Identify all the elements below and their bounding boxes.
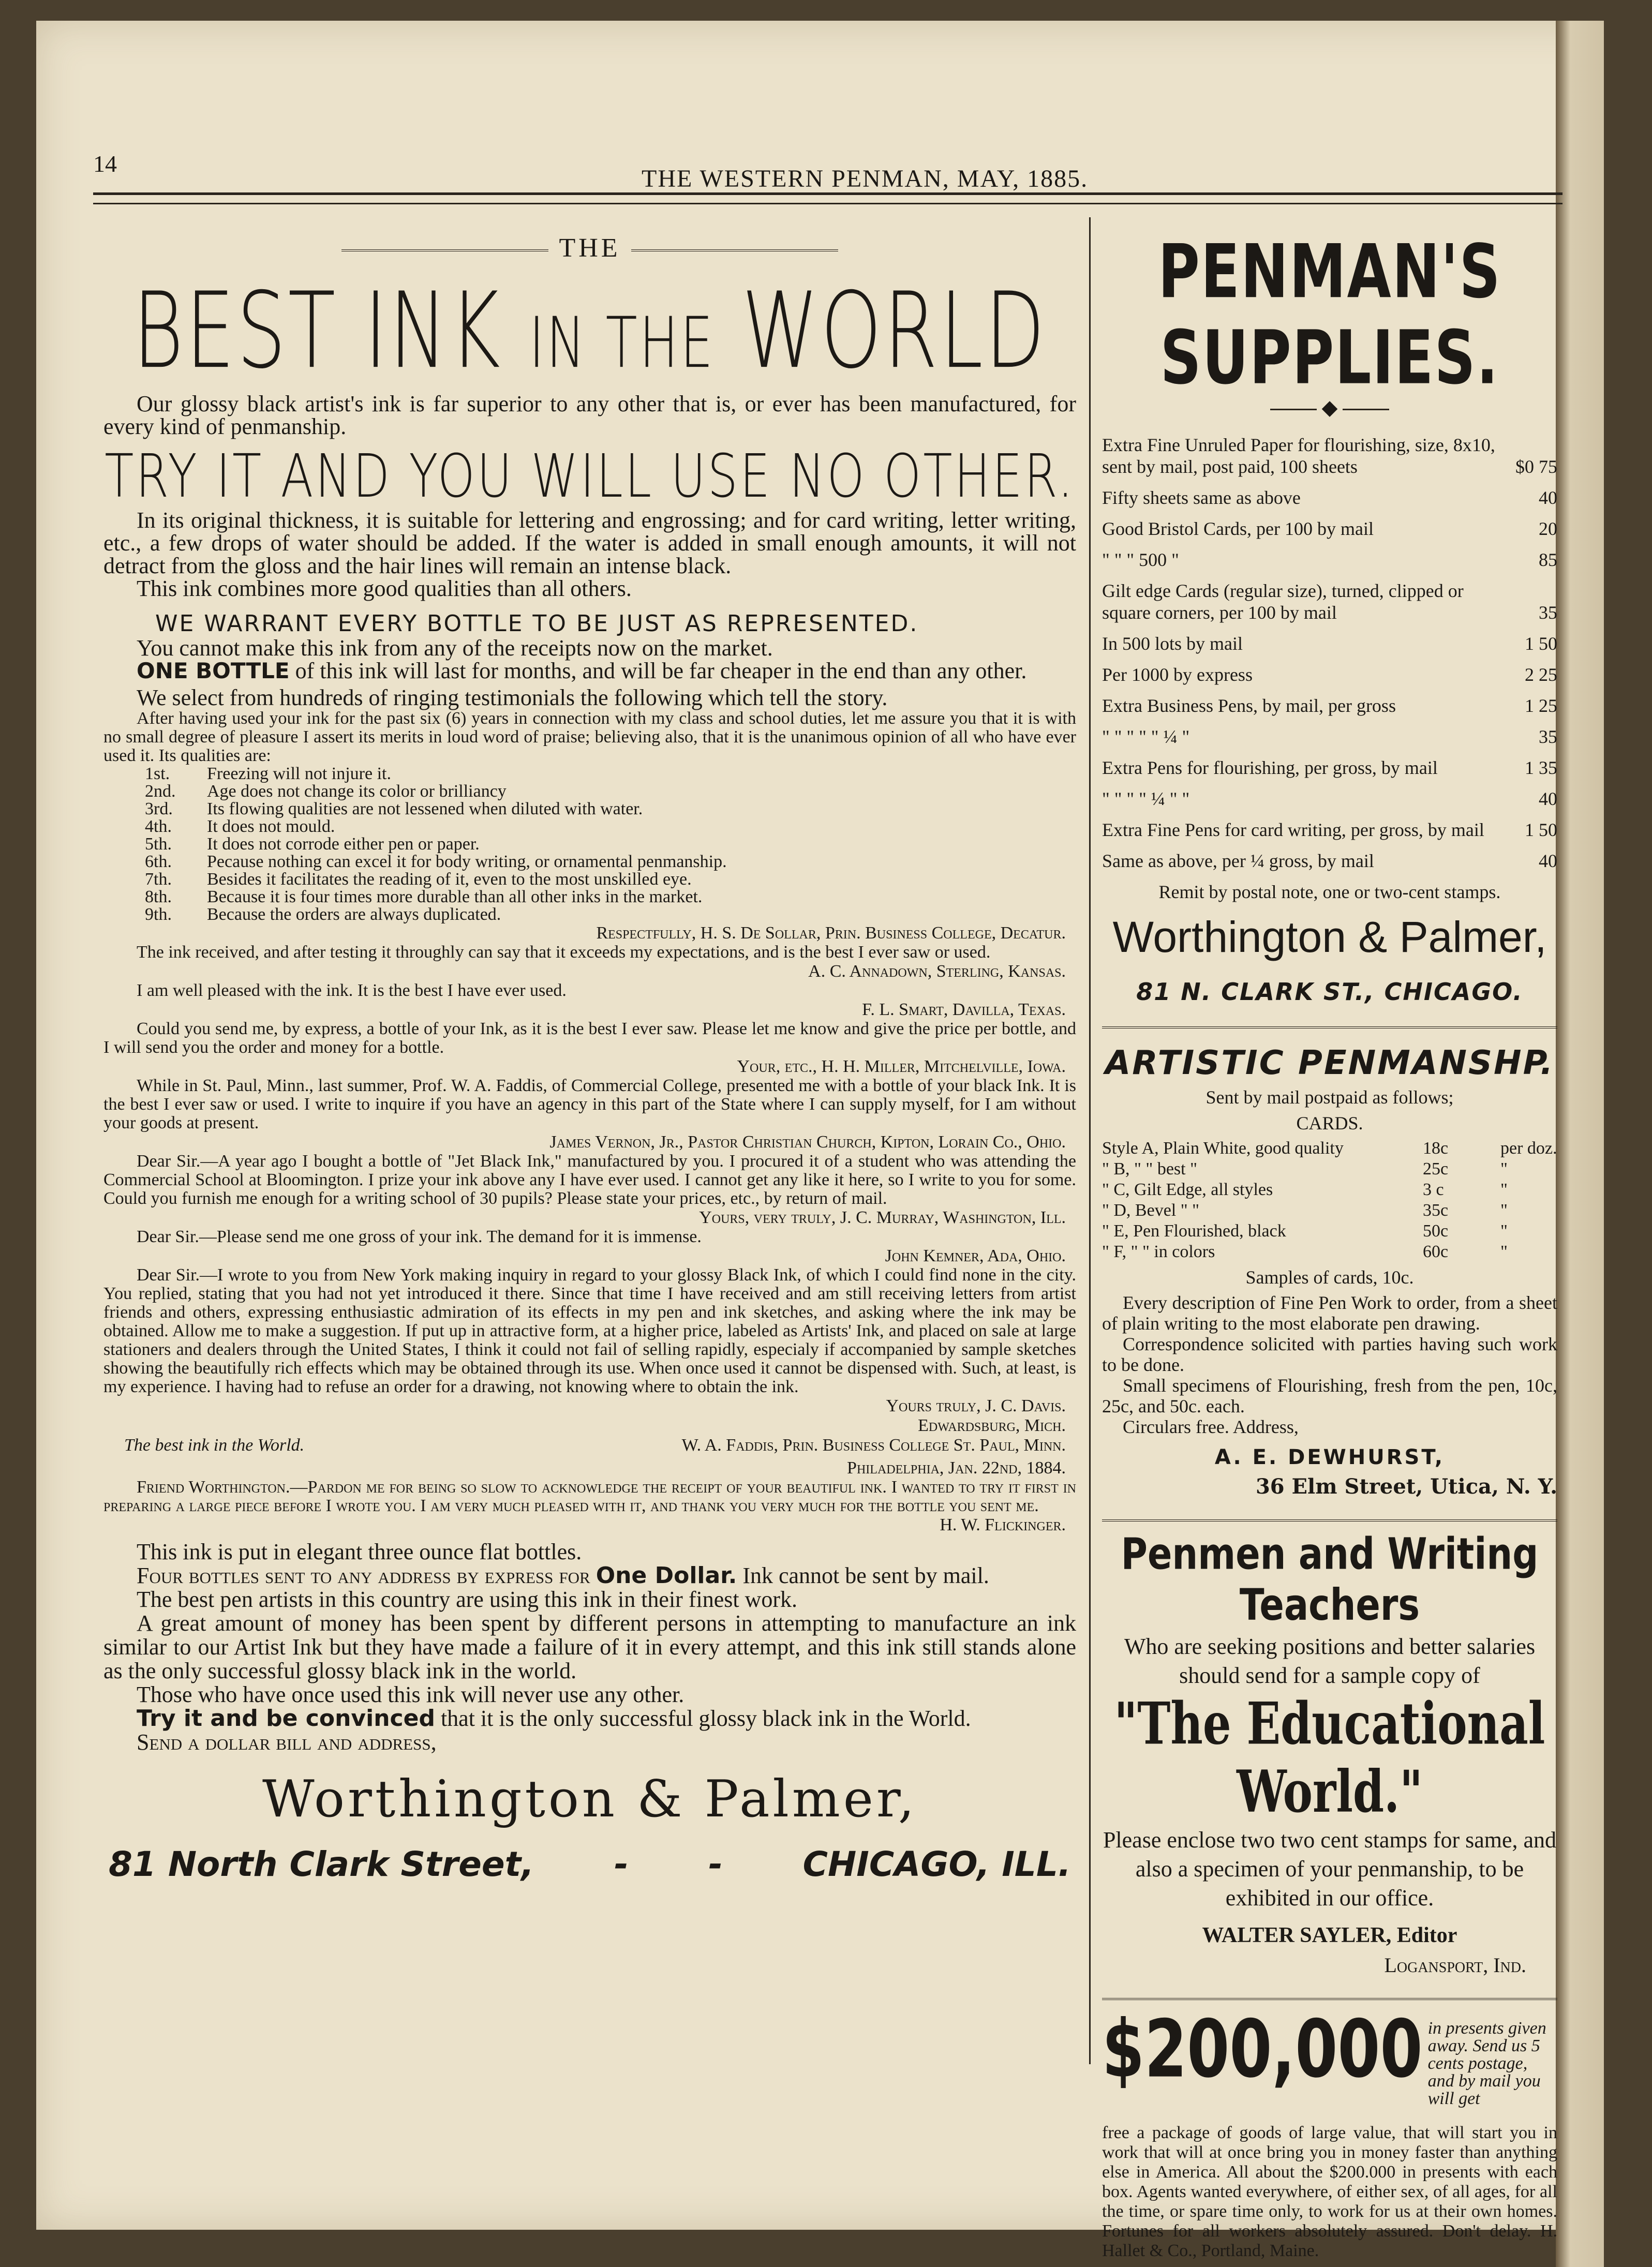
dash-2: -	[708, 1844, 723, 1884]
signature-4: Your, etc., H. H. Miller, Mitchelville, Iowa.	[737, 1057, 1066, 1076]
quality-item: 2nd. Age does not change its color or brilliancy	[145, 782, 507, 801]
company-name: Worthington & Palmer,	[262, 1770, 918, 1829]
one-bottle-text	[103, 660, 1076, 682]
price-item: Extra Fine Pens for card writing, per gross, by mail 1 50	[1102, 819, 1557, 840]
testimonial-5: While in St. Paul, Minn., last summer, Prof. W. A. Faddis, of Commercial College, presented me with a bottle of your black Ink. It is the best I ever saw or used. I write to inquire if you have an agency in this part of the State where I can supply myself, for I am without your goods at present.	[103, 1076, 1076, 1132]
column-divider	[1089, 217, 1091, 2064]
try-convinced-lead: Try it and be convinced	[137, 1705, 435, 1732]
running-title: THE WESTERN PENMAN, MAY, 1885.	[642, 165, 1089, 192]
ink-advertisement	[103, 217, 1076, 1884]
supplies-company: Worthington & Palmer,	[1112, 913, 1547, 961]
price-item: Per 1000 by express 2 25	[1102, 664, 1557, 685]
section-rule	[1102, 1026, 1557, 1028]
style-row: " B, " " best " 25c "	[1102, 1159, 1508, 1179]
signature-5: James Vernon, Jr., Pastor Christian Church, Kipton, Lorain Co., Ohio.	[549, 1132, 1066, 1152]
send-dollar-text: Send a dollar bill and address,	[137, 1729, 437, 1755]
artistic-title: ARTISTIC PENMANSHP.	[1105, 1044, 1555, 1082]
ornament: ◆	[1102, 395, 1557, 420]
section-rule-2	[1102, 1519, 1557, 1522]
signature-8: Yours truly, J. C. Davis.	[886, 1396, 1066, 1415]
testimonial-10: Friend Worthington.—Pardon me for being so slow to acknowledge the receipt of your beautiful ink. I wanted to try it first in preparing a large piece before I wrote you. I am very much pleased with it, and thank you very much for the bottle you sent me.	[103, 1478, 1076, 1515]
one-bottle-rest: of this ink will last for months, and will be far cheaper in the end than any other.	[289, 658, 1027, 683]
company-address	[103, 1844, 1076, 1884]
select-text: We select from hundreds of ringing testimonials the following which tell the story.	[137, 685, 888, 710]
signature-7: John Kemner, Ada, Ohio.	[885, 1246, 1066, 1265]
price-item: Good Bristol Cards, per 100 by mail 20	[1102, 518, 1557, 539]
logansport: Logansport, Ind.	[1384, 1953, 1526, 1977]
cannot-make-text: You cannot make this ink from any of the receipts now on the market.	[137, 635, 773, 661]
penmen-title: Penmen and Writing Teachers	[1121, 1528, 1539, 1631]
city: CHICAGO, ILL.	[802, 1844, 1071, 1884]
signature-8-place: Edwardsburg, Mich.	[918, 1416, 1066, 1435]
price-item: Same as above, per ¼ gross, by mail 40	[1102, 851, 1557, 871]
four-bottles-lead: Four bottles sent to any address by express for	[137, 1563, 596, 1588]
samples-text: Samples of cards, 10c.	[1245, 1267, 1414, 1288]
right-column	[1102, 217, 1557, 2261]
headline-best: BEST INK	[132, 270, 502, 392]
every-description: Every description of Fine Pen Work to order, from a sheet of plain writing to the most elaborate pen drawing.	[1102, 1292, 1557, 1334]
the-label-row	[103, 233, 1076, 263]
header-rule	[93, 192, 1562, 195]
quality-item: 4th. It does not mould.	[145, 817, 335, 836]
testimonial-1: After having used your ink for the past six (6) years in connection with my class and school duties, let me assure you that it is with no small degree of pleasure I assert its merits in loud word of praise; believing also, that it is the unanimous opinion of all who have ever used it. Its qualities are:	[103, 709, 1076, 765]
sent-by-mail: Sent by mail postpaid as follows;	[1205, 1087, 1454, 1108]
card-styles	[1102, 1138, 1557, 1262]
price-item: " " " " ¼ " " 40	[1102, 788, 1557, 809]
page-edge	[1556, 21, 1604, 2267]
price-list	[1102, 434, 1557, 872]
remit-text: Remit by postal note, one or two-cent stamps.	[1158, 882, 1501, 902]
editor-name: WALTER SAYLER, Editor	[1202, 1923, 1457, 1947]
caption-row	[103, 1436, 1076, 1455]
enclose-text: Please enclose two two cent stamps for same, and also a specimen of your penmanship, to be exhibited in our office.	[1103, 1827, 1557, 1911]
dewhurst-address: 36 Elm Street, Utica, N. Y.	[1255, 1474, 1557, 1499]
best-artists-text: The best pen artists in this country are using this ink in their finest work.	[137, 1587, 798, 1612]
small-specimens: Small specimens of Flourishing, fresh from the pen, 10c, 25c, and 50c. each.	[1102, 1375, 1557, 1416]
quality-item: 9th. Because the orders are always duplicated.	[145, 905, 501, 924]
signature-2: A. C. Annadown, Sterling, Kansas.	[808, 962, 1066, 981]
section-rule-3	[1102, 1998, 1557, 2000]
testimonial-8: Dear Sir.—I wrote to you from New York making inquiry in regard to your glossy Black Ink, of which I could find none in the city. You replied, stating that you had not yet introduced it there. Since that time I have received and am still receiving letters from artist friends and others, expressing enthusiastic admiration of its effects in my pen and ink sketches, and asking where the ink may be obtained. Allow me to make a suggestion. If put up in attractive form, at a higher price, labeled as Artists' Ink, and placed on sale at large stationers and dealers through the United States, I think it could not fail of selling rapidly, especialy if accompanied by sample sketches showing the beautifully rich effects which may be obtained through its use. When once used it cannot be dispensed with. Such, at least, is my experience. I having had to refuse an order for a drawing, not knowing where to obtain the ink.	[103, 1265, 1076, 1396]
combines-text: This ink combines more good qualities than all others.	[137, 576, 632, 601]
quality-item: 3rd. Its flowing qualities are not lessened when diluted with water.	[145, 799, 643, 818]
style-row: " E, Pen Flourished, black 50c "	[1102, 1221, 1508, 1241]
quality-item: 5th. It does not corrode either pen or paper.	[145, 834, 480, 854]
try-convinced-rest: that it is the only successful glossy black ink in the World.	[435, 1706, 971, 1731]
one-bottle-lead: ONE BOTTLE	[137, 658, 290, 683]
warrant-text: WE WARRANT EVERY BOTTLE TO BE JUST AS REPRESENTED.	[155, 610, 919, 637]
try-convinced-text	[103, 1707, 1076, 1731]
page-number: 14	[93, 151, 117, 177]
prize-ad	[1102, 2002, 1557, 2108]
testimonial-4: Could you send me, by express, a bottle of your Ink, as it is the best I ever saw. Please let me know and give the price per bottle, and I will send you the order and money for a bottle.	[103, 1019, 1076, 1057]
price-item: In 500 lots by mail 1 50	[1102, 633, 1557, 654]
educational-world: "The Educational World."	[1114, 1690, 1545, 1826]
try-it-headline: TRY IT AND YOU WILL USE NO OTHER.	[105, 441, 1075, 511]
signature-9: W. A. Faddis, Prin. Business College St. Paul, Minn.	[681, 1436, 1066, 1455]
prize-side: in presents given away. Send us 5 cents postage, and by mail you will get	[1427, 2019, 1546, 2108]
quality-item: 8th. Because it is four times more durable than all other inks in the market.	[145, 887, 703, 906]
dateline: Philadelphia, Jan. 22nd, 1884.	[847, 1458, 1066, 1478]
ornament-rule-left	[341, 249, 548, 251]
one-dollar: One Dollar.	[596, 1562, 737, 1589]
ornament-rule-right	[631, 249, 838, 251]
testimonial-7: Dear Sir.—Please send me one gross of your ink. The demand for it is immense.	[137, 1227, 702, 1246]
headline-world: WORLD	[741, 270, 1047, 392]
best-ink-caption: The best ink in the World.	[124, 1436, 305, 1455]
quality-item: 6th. Pecause nothing can excel it for body writing, or ornamental penmanship.	[145, 852, 727, 871]
style-row: " C, Gilt Edge, all styles 3 c "	[1102, 1180, 1508, 1199]
the-label: THE	[559, 233, 621, 263]
qualities-list	[103, 765, 1076, 923]
circulars: Circulars free. Address,	[1123, 1416, 1299, 1437]
price-item: " " " 500 " 85	[1102, 549, 1557, 570]
price-item: " " " " " ¼ " 35	[1102, 726, 1557, 747]
street: 81 North Clark Street,	[109, 1844, 534, 1884]
testimonial-6: Dear Sir.—A year ago I bought a bottle of "Jet Black Ink," manufactured by you. I procured it of a student who was attending the Commercial School at Bloomington. I prize your ink above any I have ever used. I cannot get any like it here, so I write to you for some. Could you furnish me enough for a writing school of 30 pupils? Please state your prices, etc., by return of mail.	[103, 1152, 1076, 1208]
price-item: Extra Pens for flourishing, per gross, by mail 1 35	[1102, 757, 1557, 778]
signature-6: Yours, very truly, J. C. Murray, Washington, Ill.	[699, 1208, 1066, 1227]
style-row: " D, Bevel " " 35c "	[1102, 1201, 1508, 1220]
signature-10: H. W. Flickinger.	[940, 1515, 1066, 1534]
testimonial-2: The ink received, and after testing it throughly can say that it exceeds my expectations, and is the best I ever saw or used.	[137, 943, 991, 962]
style-row: Style A, Plain White, good quality 18c per doz.	[1102, 1139, 1557, 1158]
price-item: Gilt edge Cards (regular size), turned, clipped or square corners, per 100 by mail 35	[1102, 580, 1557, 623]
flat-bottles-text: This ink is put in elegant three ounce flat bottles.	[137, 1539, 582, 1564]
quality-item: 7th. Besides it facilitates the reading of it, even to the most unskilled eye.	[145, 870, 692, 889]
price-item: Extra Fine Unruled Paper for flourishing, size, 8x10, sent by mail, post paid, 100 sheets $0 75	[1102, 435, 1557, 477]
headline	[103, 270, 1076, 392]
four-bottles-text	[103, 1564, 1076, 1588]
never-use-text: Those who have once used this ink will never use any other.	[137, 1682, 684, 1707]
intro-text: Our glossy black artist's ink is far superior to any other that is, or ever has been manufactured, for every kind of penmanship.	[103, 391, 1076, 439]
testimonial-3: I am well pleased with the ink. It is the best I have ever used.	[137, 981, 567, 1000]
great-amount-text: A great amount of money has been spent by different persons in attempting to manufacture an ink similar to our Artist Ink but they have made a failure of it in every attempt, and this ink still stands alone as the only successful glossy black ink in the world.	[103, 1610, 1076, 1683]
prize-body: free a package of goods of large value, that will start you in work that will at once bring you in money faster than anything else in America. All about the $200.000 in presents with each box. Agents wanted everywhere, of either sex, of all ages, for all the time, or spare time only, to work for us at their own homes. Fortunes for all workers absolutely assured. Don't delay. H. Hallet & Co., Portland, Maine.	[1102, 2123, 1557, 2260]
quality-item: 1st. Freezing will not injure it.	[145, 764, 391, 783]
prize-amount: $200,000	[1102, 2002, 1423, 2095]
style-row: " F, " " in colors 60c "	[1102, 1242, 1508, 1261]
price-item: Extra Business Pens, by mail, per gross 1 25	[1102, 695, 1557, 716]
dewhurst-name: A. E. DEWHURST,	[1214, 1445, 1445, 1469]
cards-label: CARDS.	[1296, 1113, 1363, 1134]
dash-1: -	[614, 1844, 629, 1884]
signature-1: Respectfully, H. S. De Sollar, Prin. Business College, Decatur.	[596, 923, 1066, 943]
signature-3: F. L. Smart, Davilla, Texas.	[862, 1000, 1066, 1019]
price-item: Fifty sheets same as above 40	[1102, 487, 1557, 508]
four-bottles-rest: Ink cannot be sent by mail.	[737, 1563, 989, 1588]
seeking-text: Who are seeking positions and better salaries should send for a sample copy of	[1124, 1634, 1536, 1688]
supplies-title: PENMAN'S SUPPLIES.	[1158, 228, 1501, 401]
headline-in-the: IN THE	[529, 302, 716, 384]
correspondence: Correspondence solicited with parties having such work to be done.	[1102, 1334, 1557, 1375]
thickness-text: In its original thickness, it is suitable for lettering and engrossing; and for card writing, letter writing, etc., a few drops of water should be added. If the water is added in small enough amounts, it will not detract from the gloss and the hair lines will remain an intense black.	[103, 508, 1076, 578]
header-rule-2	[93, 203, 1562, 204]
supplies-address: 81 N. CLARK ST., CHICAGO.	[1136, 978, 1523, 1006]
